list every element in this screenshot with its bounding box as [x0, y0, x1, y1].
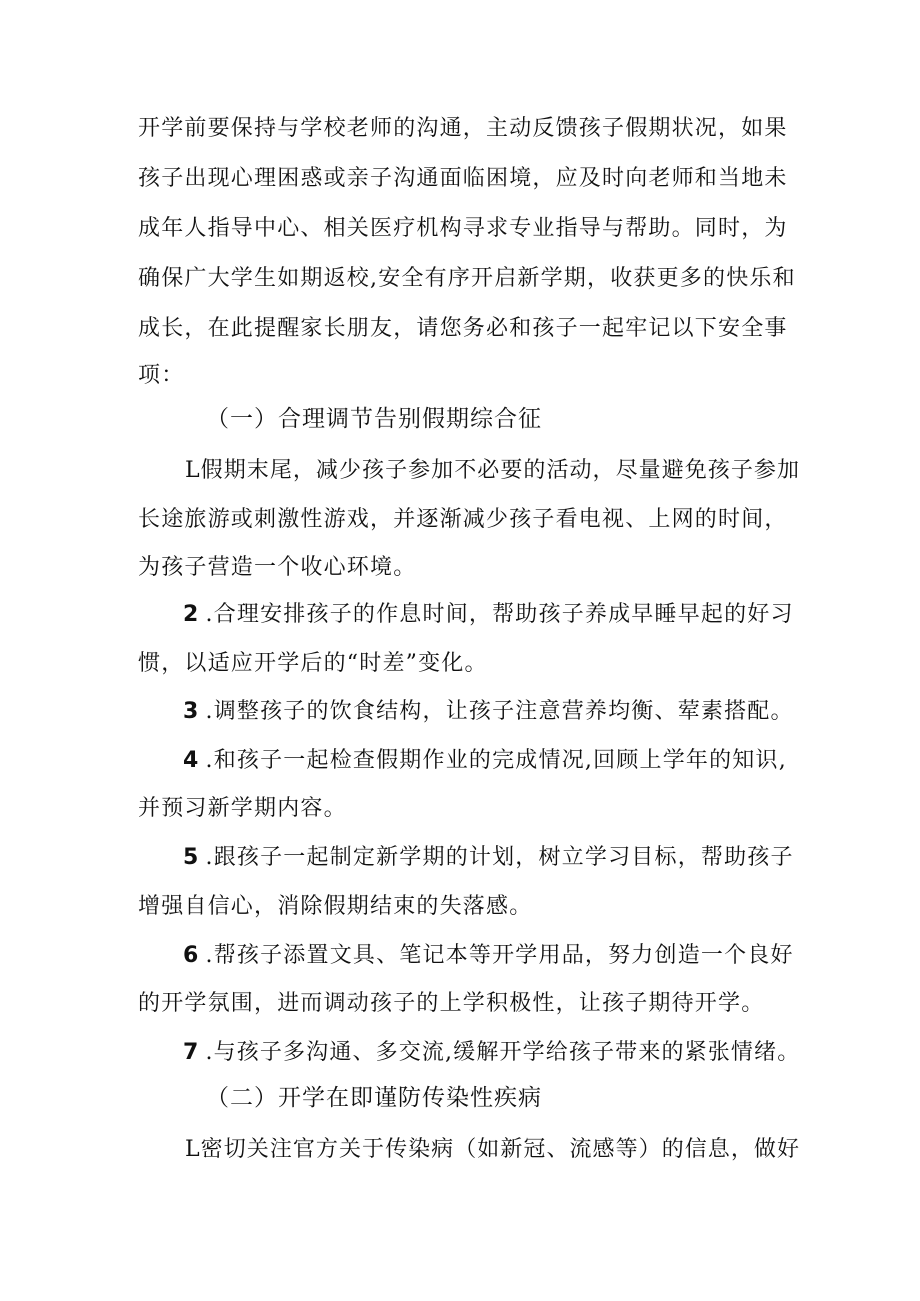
- s1-item7-line-1: [183, 1038, 800, 1068]
- intro-line-2: 孩子出现心理困惑或亲子沟通面临困境，应及时向老师和当地未: [138, 166, 788, 191]
- item-text: .跟孩子一起制定新学期的计划，树立学习目标，帮助孩子: [205, 845, 794, 870]
- intro-line-4: 确保广大学生如期返校,安全有序开启新学期，收获更多的快乐和: [138, 266, 796, 291]
- s1-item1-line-2: 长途旅游或刺激性游戏，并逐渐减少孩子看电视、上网的时间，: [138, 507, 788, 532]
- section-2-heading: （二）开学在即谨防传染性疾病: [206, 1085, 542, 1111]
- item-number: 6: [183, 943, 200, 968]
- item-number: 7: [183, 1040, 200, 1065]
- item-text: .帮孩子添置文具、笔记本等开学用品，努力创造一个良好: [205, 943, 794, 968]
- intro-line-1: 开学前要保持与学校老师的沟通，主动反馈孩子假期状况，如果: [138, 116, 788, 141]
- s1-item1-line-3: 为孩子营造一个收心环境。: [138, 555, 417, 580]
- item-number: 3: [183, 699, 200, 724]
- s1-item4-line-1: [183, 746, 787, 776]
- s1-item5-line-1: [183, 843, 794, 873]
- intro-line-3: 成年人指导中心、相关医疗机构寻求专业指导与帮助。同时，为: [138, 216, 788, 241]
- s1-item5-line-2: 增强自信心，消除假期结束的失落感。: [138, 894, 533, 919]
- s1-item6-line-2: 的开学氛围，进而调动孩子的上学积极性，让孩子期待开学。: [138, 991, 765, 1016]
- item-number: 2: [183, 602, 200, 627]
- intro-line-6: 项：: [138, 363, 185, 388]
- item-text: .合理安排孩子的作息时间，帮助孩子养成早睡早起的好习: [205, 602, 794, 627]
- item-number: 5: [183, 845, 200, 870]
- item-text: .和孩子一起检查假期作业的完成情况,回顾上学年的知识,: [205, 748, 787, 773]
- item-number: 4: [183, 748, 200, 773]
- s1-item6-line-1: [183, 941, 794, 971]
- intro-line-5: 成长，在此提醒家长朋友，请您务必和孩子一起牢记以下安全事: [138, 316, 788, 341]
- item-text: .与孩子多沟通、多交流,缓解开学给孩子带来的紧张情绪。: [205, 1040, 801, 1065]
- s1-item4-line-2: 并预习新学期内容。: [138, 796, 347, 821]
- s1-item3-line-1: [183, 697, 794, 727]
- s2-item1-line-1: L密切关注官方关于传染病（如新冠、流感等）的信息，做好: [185, 1137, 801, 1162]
- section-1-heading: （一）合理调节告别假期综合征: [206, 406, 542, 432]
- s1-item2-line-2: 惯，以适应开学后的“时差”变化。: [138, 651, 488, 676]
- s1-item2-line-1: [183, 600, 794, 630]
- item-text: .调整孩子的饮食结构，让孩子注意营养均衡、荤素搭配。: [205, 699, 794, 724]
- s1-item1-line-1: L假期末尾，减少孩子参加不必要的活动，尽量避免孩子参加: [185, 458, 801, 483]
